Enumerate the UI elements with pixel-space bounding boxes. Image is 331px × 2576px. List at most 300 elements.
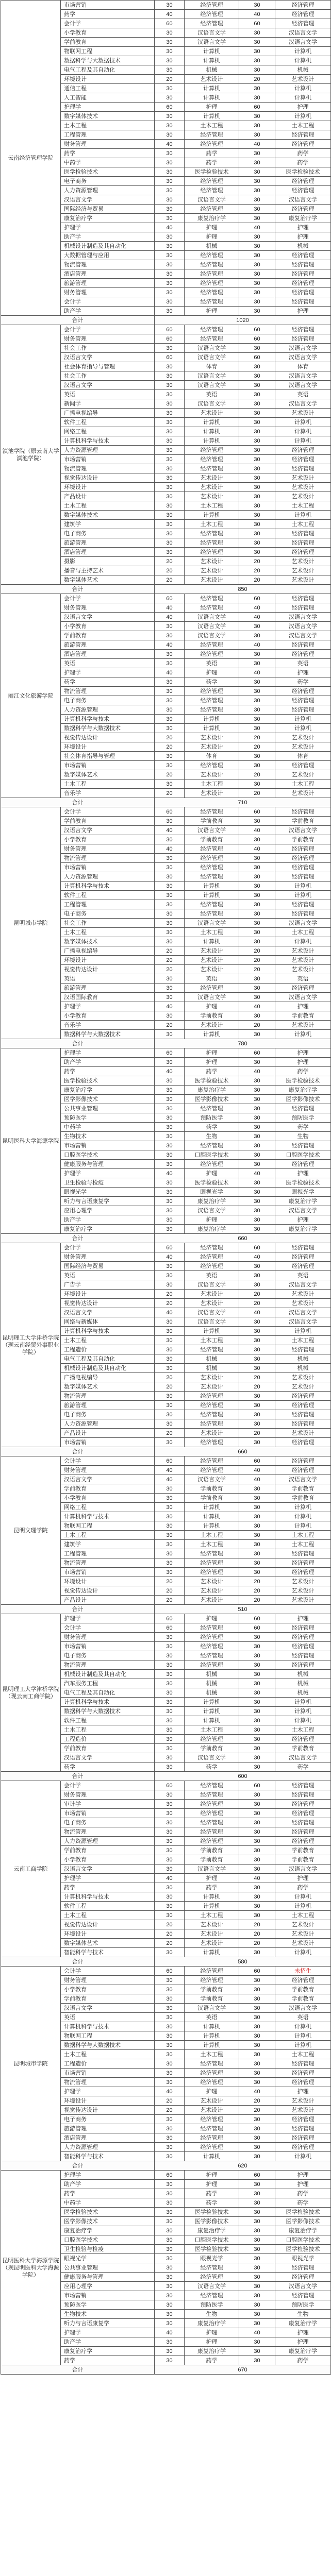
count-repeat-cell: 30 — [239, 1011, 275, 1021]
count-repeat-cell: 20 — [239, 75, 275, 84]
subject-repeat-cell: 经济管理 — [275, 1392, 331, 1401]
subject-repeat-cell: 计算机 — [275, 1521, 331, 1531]
count-repeat-cell: 30 — [239, 909, 275, 919]
count-repeat-cell: 30 — [239, 2217, 275, 2226]
exam-subject-cell: 医学检验技术 — [185, 1178, 239, 1188]
major-cell: 汉语言文学 — [61, 826, 155, 835]
enrolment-count-cell: 30 — [155, 993, 185, 1002]
subject-repeat-cell: 经济管理 — [275, 807, 331, 817]
exam-subject-cell: 艺术设计 — [185, 1290, 239, 1299]
count-repeat-cell: 30 — [239, 2263, 275, 2273]
count-repeat-cell: 30 — [239, 1837, 275, 1846]
major-cell: 卫生检验与检疫 — [61, 1178, 155, 1188]
major-cell: 口腔医学技术 — [61, 2235, 155, 2245]
subject-repeat-cell: 经济管理 — [275, 650, 331, 659]
subject-repeat-cell: 经济管理 — [275, 288, 331, 297]
count-repeat-cell: 40 — [239, 613, 275, 622]
enrolment-count-cell: 30 — [155, 761, 185, 770]
major-cell: 电子商务 — [61, 696, 155, 705]
major-cell: 审计学 — [61, 1800, 155, 1809]
school-name-cell: 昆明医科大学海源学院（现昆明医科大学海源学院） — [1, 2171, 61, 2365]
subject-repeat-cell: 护理 — [275, 1058, 331, 1067]
subject-repeat-cell: 汉语言文学 — [275, 622, 331, 631]
enrolment-count-cell: 30 — [155, 1790, 185, 1800]
exam-subject-cell: 土木工程 — [185, 1336, 239, 1345]
exam-subject-cell: 汉语言文学 — [185, 1280, 239, 1290]
enrolment-count-cell: 30 — [155, 1846, 185, 1855]
enrolment-count-cell: 30 — [155, 659, 185, 668]
count-repeat-cell: 30 — [239, 1086, 275, 1095]
count-repeat-cell: 30 — [239, 1809, 275, 1818]
subject-repeat-cell: 艺术设计 — [275, 946, 331, 956]
exam-subject-cell: 艺术设计 — [185, 2096, 239, 2106]
major-cell: 听力与言语康复学 — [61, 2319, 155, 2328]
major-cell: 市场营销 — [61, 1438, 155, 1447]
exam-subject-cell: 经济管理 — [185, 1837, 239, 1846]
enrolment-count-cell: 60 — [155, 2171, 185, 2180]
count-repeat-cell: 30 — [239, 1568, 275, 1577]
subject-repeat-cell: 经济管理 — [275, 696, 331, 705]
exam-subject-cell: 药学 — [185, 2189, 239, 2198]
count-repeat-cell: 60 — [239, 594, 275, 603]
enrolment-count-cell: 30 — [155, 492, 185, 501]
major-cell: 广播电视编导 — [61, 409, 155, 418]
enrolment-count-cell: 30 — [155, 381, 185, 390]
subject-repeat-cell: 土木工程 — [275, 1725, 331, 1735]
enrolment-count-cell: 30 — [155, 1104, 185, 1113]
enrolment-count-cell: 30 — [155, 2208, 185, 2217]
exam-subject-cell: 艺术设计 — [185, 575, 239, 585]
count-repeat-cell: 30 — [239, 659, 275, 668]
subject-repeat-cell: 经济管理 — [275, 1837, 331, 1846]
exam-subject-cell: 计算机 — [185, 1902, 239, 1911]
exam-subject-cell: 学前教育 — [185, 1744, 239, 1753]
subject-repeat-cell: 经济管理 — [275, 140, 331, 149]
enrolment-count-cell: 20 — [155, 575, 185, 585]
school-name-cell: 昆明理工大学津桥学院（现云南经贸外事职业学院） — [1, 1243, 61, 1447]
enrolment-count-cell: 30 — [155, 307, 185, 316]
enrolment-count-cell: 30 — [155, 65, 185, 75]
enrolment-count-cell: 30 — [155, 1976, 185, 1985]
subject-repeat-cell: 康复治疗学 — [275, 2226, 331, 2235]
subject-repeat-cell: 学前教育 — [275, 835, 331, 844]
subject-repeat-cell: 汉语言文学 — [275, 1753, 331, 1762]
exam-subject-cell: 预防医学 — [185, 1113, 239, 1123]
count-repeat-cell: 20 — [239, 1577, 275, 1586]
count-repeat-cell: 30 — [239, 1948, 275, 1957]
subject-repeat-cell: 计算机 — [275, 1512, 331, 1521]
count-repeat-cell: 30 — [239, 344, 275, 353]
enrolment-count-cell: 30 — [155, 1327, 185, 1336]
exam-subject-cell: 康复治疗学 — [185, 2319, 239, 2328]
enrolment-count-cell: 40 — [155, 1002, 185, 1011]
major-cell: 国际经济与贸易 — [61, 205, 155, 214]
exam-subject-cell: 计算机 — [185, 511, 239, 520]
count-repeat-cell: 30 — [239, 205, 275, 214]
enrolment-count-cell: 30 — [155, 1336, 185, 1345]
total-value: 660 — [155, 1447, 331, 1456]
exam-subject-cell: 经济管理 — [185, 334, 239, 344]
count-repeat-cell: 30 — [239, 1725, 275, 1735]
subject-repeat-cell: 药学 — [275, 1123, 331, 1132]
major-cell: 中药学 — [61, 158, 155, 167]
major-cell: 财务管理 — [61, 1633, 155, 1642]
exam-subject-cell: 经济管理 — [185, 1800, 239, 1809]
exam-subject-cell: 经济管理 — [185, 1252, 239, 1262]
count-repeat-cell: 30 — [239, 2254, 275, 2263]
subject-repeat-cell: 艺术设计 — [275, 492, 331, 501]
count-repeat-cell: 30 — [239, 158, 275, 167]
enrolment-count-cell: 30 — [155, 2031, 185, 2041]
enrolment-count-cell: 30 — [155, 112, 185, 121]
major-cell: 旅游管理 — [61, 1401, 155, 1410]
count-repeat-cell: 30 — [239, 1401, 275, 1410]
count-repeat-cell: 30 — [239, 167, 275, 177]
enrolment-count-cell: 30 — [155, 205, 185, 214]
subject-repeat-cell: 计算机 — [275, 84, 331, 93]
count-repeat-cell: 30 — [239, 863, 275, 872]
exam-subject-cell: 艺术设计 — [185, 1929, 239, 1939]
enrolment-count-cell: 30 — [155, 84, 185, 93]
subject-repeat-cell: 土木工程 — [275, 2050, 331, 2059]
major-cell: 计算机科学与技术 — [61, 1698, 155, 1707]
enrolment-count-cell: 30 — [155, 158, 185, 167]
enrolment-count-cell: 30 — [155, 2069, 185, 2078]
exam-subject-cell: 经济管理 — [185, 325, 239, 334]
enrolment-count-cell: 40 — [155, 1466, 185, 1475]
total-label: 合计 — [1, 2365, 155, 2375]
subject-repeat-cell: 护理 — [275, 232, 331, 242]
subject-repeat-cell: 护理 — [275, 1874, 331, 1883]
count-repeat-cell: 30 — [239, 2050, 275, 2059]
count-repeat-cell: 60 — [239, 2171, 275, 2180]
exam-subject-cell: 学前教育 — [185, 1855, 239, 1865]
enrolment-count-cell: 30 — [155, 260, 185, 269]
count-repeat-cell: 30 — [239, 1540, 275, 1549]
enrolment-count-cell: 30 — [155, 1150, 185, 1160]
major-cell: 数据科学与大数据技术 — [61, 2041, 155, 2050]
major-cell: 医学影像技术 — [61, 2217, 155, 2226]
subject-repeat-cell: 艺术设计 — [275, 1021, 331, 1030]
major-cell: 产品设计 — [61, 1429, 155, 1438]
exam-subject-cell: 学前教育 — [185, 1484, 239, 1494]
major-cell: 数字媒体艺术 — [61, 575, 155, 585]
subject-repeat-cell: 经济管理 — [275, 1642, 331, 1651]
enrolment-count-cell: 30 — [155, 446, 185, 455]
count-repeat-cell: 30 — [239, 1354, 275, 1364]
enrolment-count-cell: 20 — [155, 1299, 185, 1308]
major-cell: 土木工程 — [61, 1911, 155, 1920]
count-repeat-cell: 30 — [239, 1438, 275, 1447]
exam-subject-cell: 汉语言文学 — [185, 1753, 239, 1762]
major-cell: 药学 — [61, 149, 155, 158]
exam-subject-cell: 护理 — [185, 1002, 239, 1011]
major-cell: 土木工程 — [61, 1725, 155, 1735]
subject-repeat-cell: 经济管理 — [275, 446, 331, 455]
major-cell: 广播电视编导 — [61, 946, 155, 956]
exam-subject-cell: 汉语言文学 — [185, 195, 239, 205]
major-cell: 酒店管理 — [61, 548, 155, 557]
subject-repeat-cell: 艺术设计 — [275, 1586, 331, 1596]
exam-subject-cell: 经济管理 — [185, 1345, 239, 1354]
major-cell: 酒店管理 — [61, 2133, 155, 2143]
exam-subject-cell: 医学检验技术 — [185, 2208, 239, 2217]
subject-repeat-cell: 药学 — [275, 1067, 331, 1076]
count-repeat-cell: 30 — [239, 2143, 275, 2152]
exam-subject-cell: 计算机 — [185, 2152, 239, 2161]
exam-subject-cell: 经济管理 — [185, 1735, 239, 1744]
subject-repeat-cell: 计算机 — [275, 891, 331, 900]
enrolment-count-cell: 30 — [155, 1178, 185, 1188]
enrolment-count-cell: 30 — [155, 752, 185, 761]
exam-subject-cell: 经济管理 — [185, 1967, 239, 1976]
exam-subject-cell: 机械 — [185, 1679, 239, 1688]
count-repeat-cell: 20 — [239, 789, 275, 798]
subject-repeat-cell: 药学 — [275, 677, 331, 687]
enrolment-count-cell: 30 — [155, 863, 185, 872]
table-row — [1, 1456, 331, 1466]
count-repeat-cell: 20 — [239, 1382, 275, 1392]
subject-repeat-cell: 汉语言文学 — [275, 613, 331, 622]
major-cell: 物流管理 — [61, 1827, 155, 1837]
count-repeat-cell: 20 — [239, 965, 275, 974]
enrolment-count-cell: 30 — [155, 242, 185, 251]
exam-subject-cell: 艺术设计 — [185, 1429, 239, 1438]
exam-subject-cell: 护理 — [185, 1215, 239, 1225]
major-cell: 电子商务 — [61, 1651, 155, 1660]
table-row — [1, 2171, 331, 2180]
exam-subject-cell: 艺术设计 — [185, 965, 239, 974]
subject-repeat-cell: 经济管理 — [275, 1623, 331, 1633]
exam-subject-cell: 护理 — [185, 223, 239, 232]
major-cell: 环境设计 — [61, 1290, 155, 1299]
exam-subject-cell: 汉语言文学 — [185, 2004, 239, 2013]
subject-repeat-cell: 艺术设计 — [275, 742, 331, 752]
subject-repeat-cell: 计算机 — [275, 937, 331, 946]
subject-repeat-cell: 经济管理 — [275, 1456, 331, 1466]
subject-repeat-cell: 经济管理 — [275, 844, 331, 854]
major-cell: 视觉传达设计 — [61, 1586, 155, 1596]
exam-subject-cell: 经济管理 — [185, 2273, 239, 2282]
enrolment-count-cell: 30 — [155, 1364, 185, 1373]
major-cell: 摄影 — [61, 557, 155, 566]
enrolment-count-cell: 30 — [155, 520, 185, 529]
exam-subject-cell: 土木工程 — [185, 1540, 239, 1549]
exam-subject-cell: 艺术设计 — [185, 770, 239, 779]
major-cell: 会计学 — [61, 1623, 155, 1633]
count-repeat-cell: 30 — [239, 687, 275, 696]
subject-repeat-cell: 经济管理 — [275, 548, 331, 557]
total-label: 合计 — [1, 798, 155, 807]
exam-subject-cell: 土木工程 — [185, 501, 239, 511]
major-cell: 旅游管理 — [61, 984, 155, 993]
subject-repeat-cell: 计算机 — [275, 436, 331, 446]
major-cell: 小学教育 — [61, 1011, 155, 1021]
count-repeat-cell: 30 — [239, 2115, 275, 2124]
exam-subject-cell: 艺术设计 — [185, 733, 239, 742]
exam-subject-cell: 药学 — [185, 158, 239, 167]
enrolment-count-cell: 30 — [155, 121, 185, 130]
enrolment-count-cell: 30 — [155, 501, 185, 511]
exam-subject-cell: 经济管理 — [185, 1827, 239, 1837]
count-repeat-cell: 30 — [239, 446, 275, 455]
count-repeat-cell: 30 — [239, 1503, 275, 1512]
subject-repeat-cell: 汉语言文学 — [275, 993, 331, 1002]
subject-repeat-cell: 医学影像技术 — [275, 2217, 331, 2226]
subject-repeat-cell: 经济管理 — [275, 1401, 331, 1410]
exam-subject-cell: 经济管理 — [185, 909, 239, 919]
exam-subject-cell: 计算机 — [185, 1707, 239, 1716]
enrolment-count-cell: 30 — [155, 715, 185, 724]
major-cell: 电子商务 — [61, 529, 155, 538]
enrolment-count-cell: 60 — [155, 334, 185, 344]
major-cell: 数据科学与大数据技术 — [61, 1707, 155, 1716]
subject-repeat-cell: 土木工程 — [275, 779, 331, 789]
enrolment-count-cell: 40 — [155, 613, 185, 622]
exam-subject-cell: 计算机 — [185, 1503, 239, 1512]
enrolment-count-cell: 30 — [155, 1317, 185, 1327]
major-cell: 人力资源管理 — [61, 2143, 155, 2152]
subject-repeat-cell: 计算机 — [275, 724, 331, 733]
count-repeat-cell: 30 — [239, 2347, 275, 2356]
subject-repeat-cell: 艺术设计 — [275, 1373, 331, 1382]
count-repeat-cell: 30 — [239, 1633, 275, 1642]
exam-subject-cell: 经济管理 — [185, 2078, 239, 2087]
subject-repeat-cell: 汉语言文学 — [275, 919, 331, 928]
major-cell: 汉语言文学 — [61, 381, 155, 390]
subject-repeat-cell: 经济管理 — [275, 1345, 331, 1354]
major-cell: 物流管理 — [61, 1660, 155, 1670]
count-repeat-cell: 30 — [239, 705, 275, 715]
enrolment-count-cell: 30 — [155, 2273, 185, 2282]
major-cell: 护理学 — [61, 2328, 155, 2337]
exam-subject-cell: 经济管理 — [185, 1781, 239, 1790]
enrolment-count-cell: 30 — [155, 2143, 185, 2152]
enrolment-count-cell: 30 — [155, 705, 185, 715]
enrolment-count-cell: 30 — [155, 2226, 185, 2235]
major-cell: 环境设计 — [61, 1929, 155, 1939]
enrolment-count-cell: 30 — [155, 2254, 185, 2263]
enrolment-count-cell: 20 — [155, 733, 185, 742]
enrolment-count-cell: 30 — [155, 130, 185, 140]
enrolment-count-cell: 30 — [155, 2152, 185, 2161]
enrolment-count-cell: 30 — [155, 909, 185, 919]
enrolment-count-cell: 30 — [155, 2319, 185, 2328]
exam-subject-cell: 药学 — [185, 1123, 239, 1132]
subject-repeat-cell: 护理 — [275, 1169, 331, 1178]
subject-repeat-cell: 经济管理 — [275, 1243, 331, 1252]
enrolment-count-cell: 20 — [155, 1021, 185, 1030]
major-cell: 汉语言文学 — [61, 613, 155, 622]
major-cell: 软件工程 — [61, 891, 155, 900]
count-repeat-cell: 20 — [239, 1586, 275, 1596]
enrolment-count-cell: 30 — [155, 1911, 185, 1920]
exam-subject-cell: 英语 — [185, 974, 239, 984]
enrolment-count-cell: 30 — [155, 1531, 185, 1540]
count-repeat-cell: 30 — [239, 1095, 275, 1104]
subject-repeat-cell: 经济管理 — [275, 2059, 331, 2069]
subject-repeat-cell: 经济管理 — [275, 1809, 331, 1818]
subject-repeat-cell: 经济管理 — [275, 251, 331, 260]
major-cell: 广告学 — [61, 1280, 155, 1290]
count-repeat-cell: 20 — [239, 566, 275, 575]
total-value: 850 — [155, 585, 331, 594]
exam-subject-cell: 护理 — [185, 1614, 239, 1623]
enrolment-count-cell: 40 — [155, 1874, 185, 1883]
subject-repeat-cell: 经济管理 — [275, 1781, 331, 1790]
exam-subject-cell: 英语 — [185, 1271, 239, 1280]
major-cell: 建筑学 — [61, 520, 155, 529]
subject-repeat-cell: 护理 — [275, 1614, 331, 1623]
major-cell: 环境设计 — [61, 742, 155, 752]
enrolment-count-cell: 30 — [155, 2059, 185, 2069]
enrolment-count-cell: 30 — [155, 1902, 185, 1911]
count-repeat-cell: 30 — [239, 1494, 275, 1503]
subject-repeat-cell: 土木工程 — [275, 501, 331, 511]
enrolment-count-cell: 20 — [155, 789, 185, 798]
subject-repeat-cell: 康复治疗学 — [275, 1086, 331, 1095]
subject-repeat-cell: 康复治疗学 — [275, 1197, 331, 1206]
exam-subject-cell: 汉语言文学 — [185, 919, 239, 928]
exam-subject-cell: 艺术设计 — [185, 473, 239, 483]
exam-subject-cell: 土木工程 — [185, 520, 239, 529]
exam-subject-cell: 护理 — [185, 2171, 239, 2180]
exam-subject-cell: 土木工程 — [185, 928, 239, 937]
subject-repeat-cell: 经济管理 — [275, 1438, 331, 1447]
count-repeat-cell: 30 — [239, 650, 275, 659]
major-cell: 健康服务与管理 — [61, 1160, 155, 1169]
enrolment-count-cell: 30 — [155, 1419, 185, 1429]
count-repeat-cell: 30 — [239, 1327, 275, 1336]
exam-subject-cell: 汉语言文学 — [185, 1308, 239, 1317]
exam-subject-cell: 护理 — [185, 1058, 239, 1067]
exam-subject-cell: 经济管理 — [185, 640, 239, 650]
subject-repeat-cell: 经济管理 — [275, 334, 331, 344]
count-repeat-cell: 40 — [239, 844, 275, 854]
enrolment-count-cell: 40 — [155, 603, 185, 613]
enrolment-count-cell: 30 — [155, 1855, 185, 1865]
subject-repeat-cell: 学前教育 — [275, 817, 331, 826]
exam-subject-cell: 汉语言文学 — [185, 344, 239, 353]
count-repeat-cell: 30 — [239, 399, 275, 409]
count-repeat-cell: 40 — [239, 826, 275, 835]
exam-subject-cell: 学前教育 — [185, 1494, 239, 1503]
major-cell: 社会体育指导与管理 — [61, 362, 155, 371]
major-cell: 土木工程 — [61, 928, 155, 937]
subject-repeat-cell: 机械 — [275, 1670, 331, 1679]
major-cell: 电子商务 — [61, 909, 155, 919]
major-cell: 环境设计 — [61, 1577, 155, 1586]
subject-repeat-cell: 艺术设计 — [275, 1299, 331, 1308]
enrolment-count-cell: 30 — [155, 1345, 185, 1354]
subject-repeat-cell: 经济管理 — [275, 2133, 331, 2143]
enrolment-count-cell: 30 — [155, 687, 185, 696]
major-cell: 助产学 — [61, 307, 155, 316]
count-repeat-cell: 30 — [239, 1827, 275, 1837]
enrolment-count-cell: 30 — [155, 371, 185, 381]
enrolment-count-cell: 40 — [155, 140, 185, 149]
total-label: 合计 — [1, 2161, 155, 2171]
count-repeat-cell: 30 — [239, 1206, 275, 1215]
count-repeat-cell: 30 — [239, 1892, 275, 1902]
subject-repeat-cell: 药学 — [275, 1762, 331, 1772]
total-row — [1, 316, 331, 325]
count-repeat-cell: 60 — [239, 19, 275, 28]
count-repeat-cell: 30 — [239, 1150, 275, 1160]
enrolment-count-cell: 30 — [155, 835, 185, 844]
major-cell: 英语 — [61, 2013, 155, 2022]
major-cell: 数字媒体艺术 — [61, 1382, 155, 1392]
